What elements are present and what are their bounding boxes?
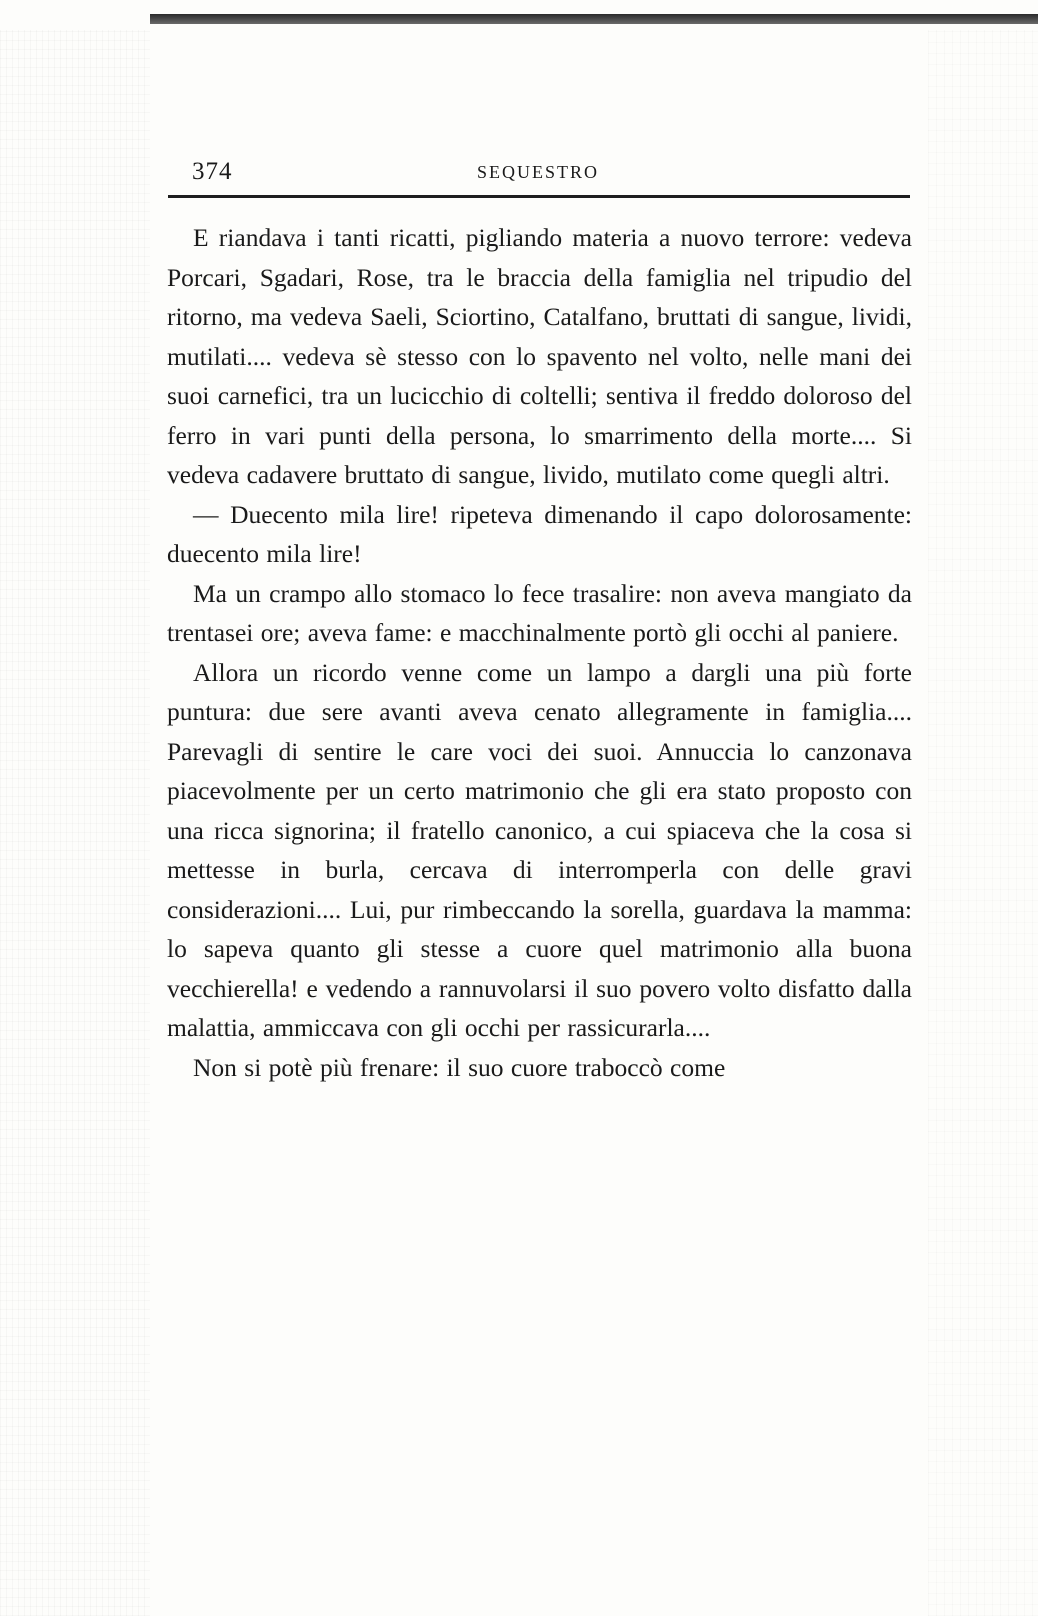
paragraph: Allora un ricordo venne come un lampo a dargli una più forte puntura: due sere avanti aveva cenato allegramente in famiglia.... Parevagli di sentire le care voci dei suoi. Annuccia lo canzonava piacevolmente per un certo matrimonio che gli era stato proposto con una ricca signorina; il fratello canonico, a cui spiaceva che la cosa si mettesse in burla, cercava di interromperla con delle gravi considerazioni.... Lui, pur rimbeccando la sorella, guardava la mamma: lo sapeva quanto gli stesse a cuore quel matrimonio alla buona vecchierella! e vedendo a rannuvolarsi il suo povero volto disfatto dalla malattia, ammiccava con gli occhi per rassicurarla.... <box>167 657 912 1042</box>
paragraph: — Duecento mila lire! ripeteva dimenando il capo dolorosamente: duecento mila lire! <box>167 499 912 568</box>
running-title: SEQUESTRO <box>476 162 599 182</box>
paragraph: Ma un crampo allo stomaco lo fece trasalire: non aveva mangiato da trentasei ore; aveva fame: e macchinalmente portò gli occhi al paniere. <box>167 578 912 647</box>
scan-margin-noise <box>928 30 1038 1616</box>
body-text <box>167 218 912 1087</box>
scan-gutter-noise <box>0 30 150 1616</box>
scan-edge-shadow <box>150 14 1038 24</box>
paragraph: E riandava i tanti ricatti, pigliando materia a nuovo terrore: vedeva Porcari, Sgadari, Rose, tra le braccia della famiglia nel tripudio del ritorno, ma vedeva Saeli, Sciortino, Catalfano, bruttati di sangue, lividi, mutilati.... vedeva sè stesso con lo spavento nel volto, nelle mani dei suoi carnefici, tra un lucicchio di coltelli; sentiva il freddo doloroso del ferro in vari punti della persona, lo smarrimento della morte.... Si vedeva cadavere bruttato di sangue, livido, mutilato come quegli altri. <box>167 223 912 489</box>
paragraph: Non si potè più frenare: il suo cuore traboccò come <box>193 1052 726 1082</box>
page-number: 374 <box>192 158 233 185</box>
header-rule <box>168 195 910 198</box>
page-header <box>168 150 908 200</box>
